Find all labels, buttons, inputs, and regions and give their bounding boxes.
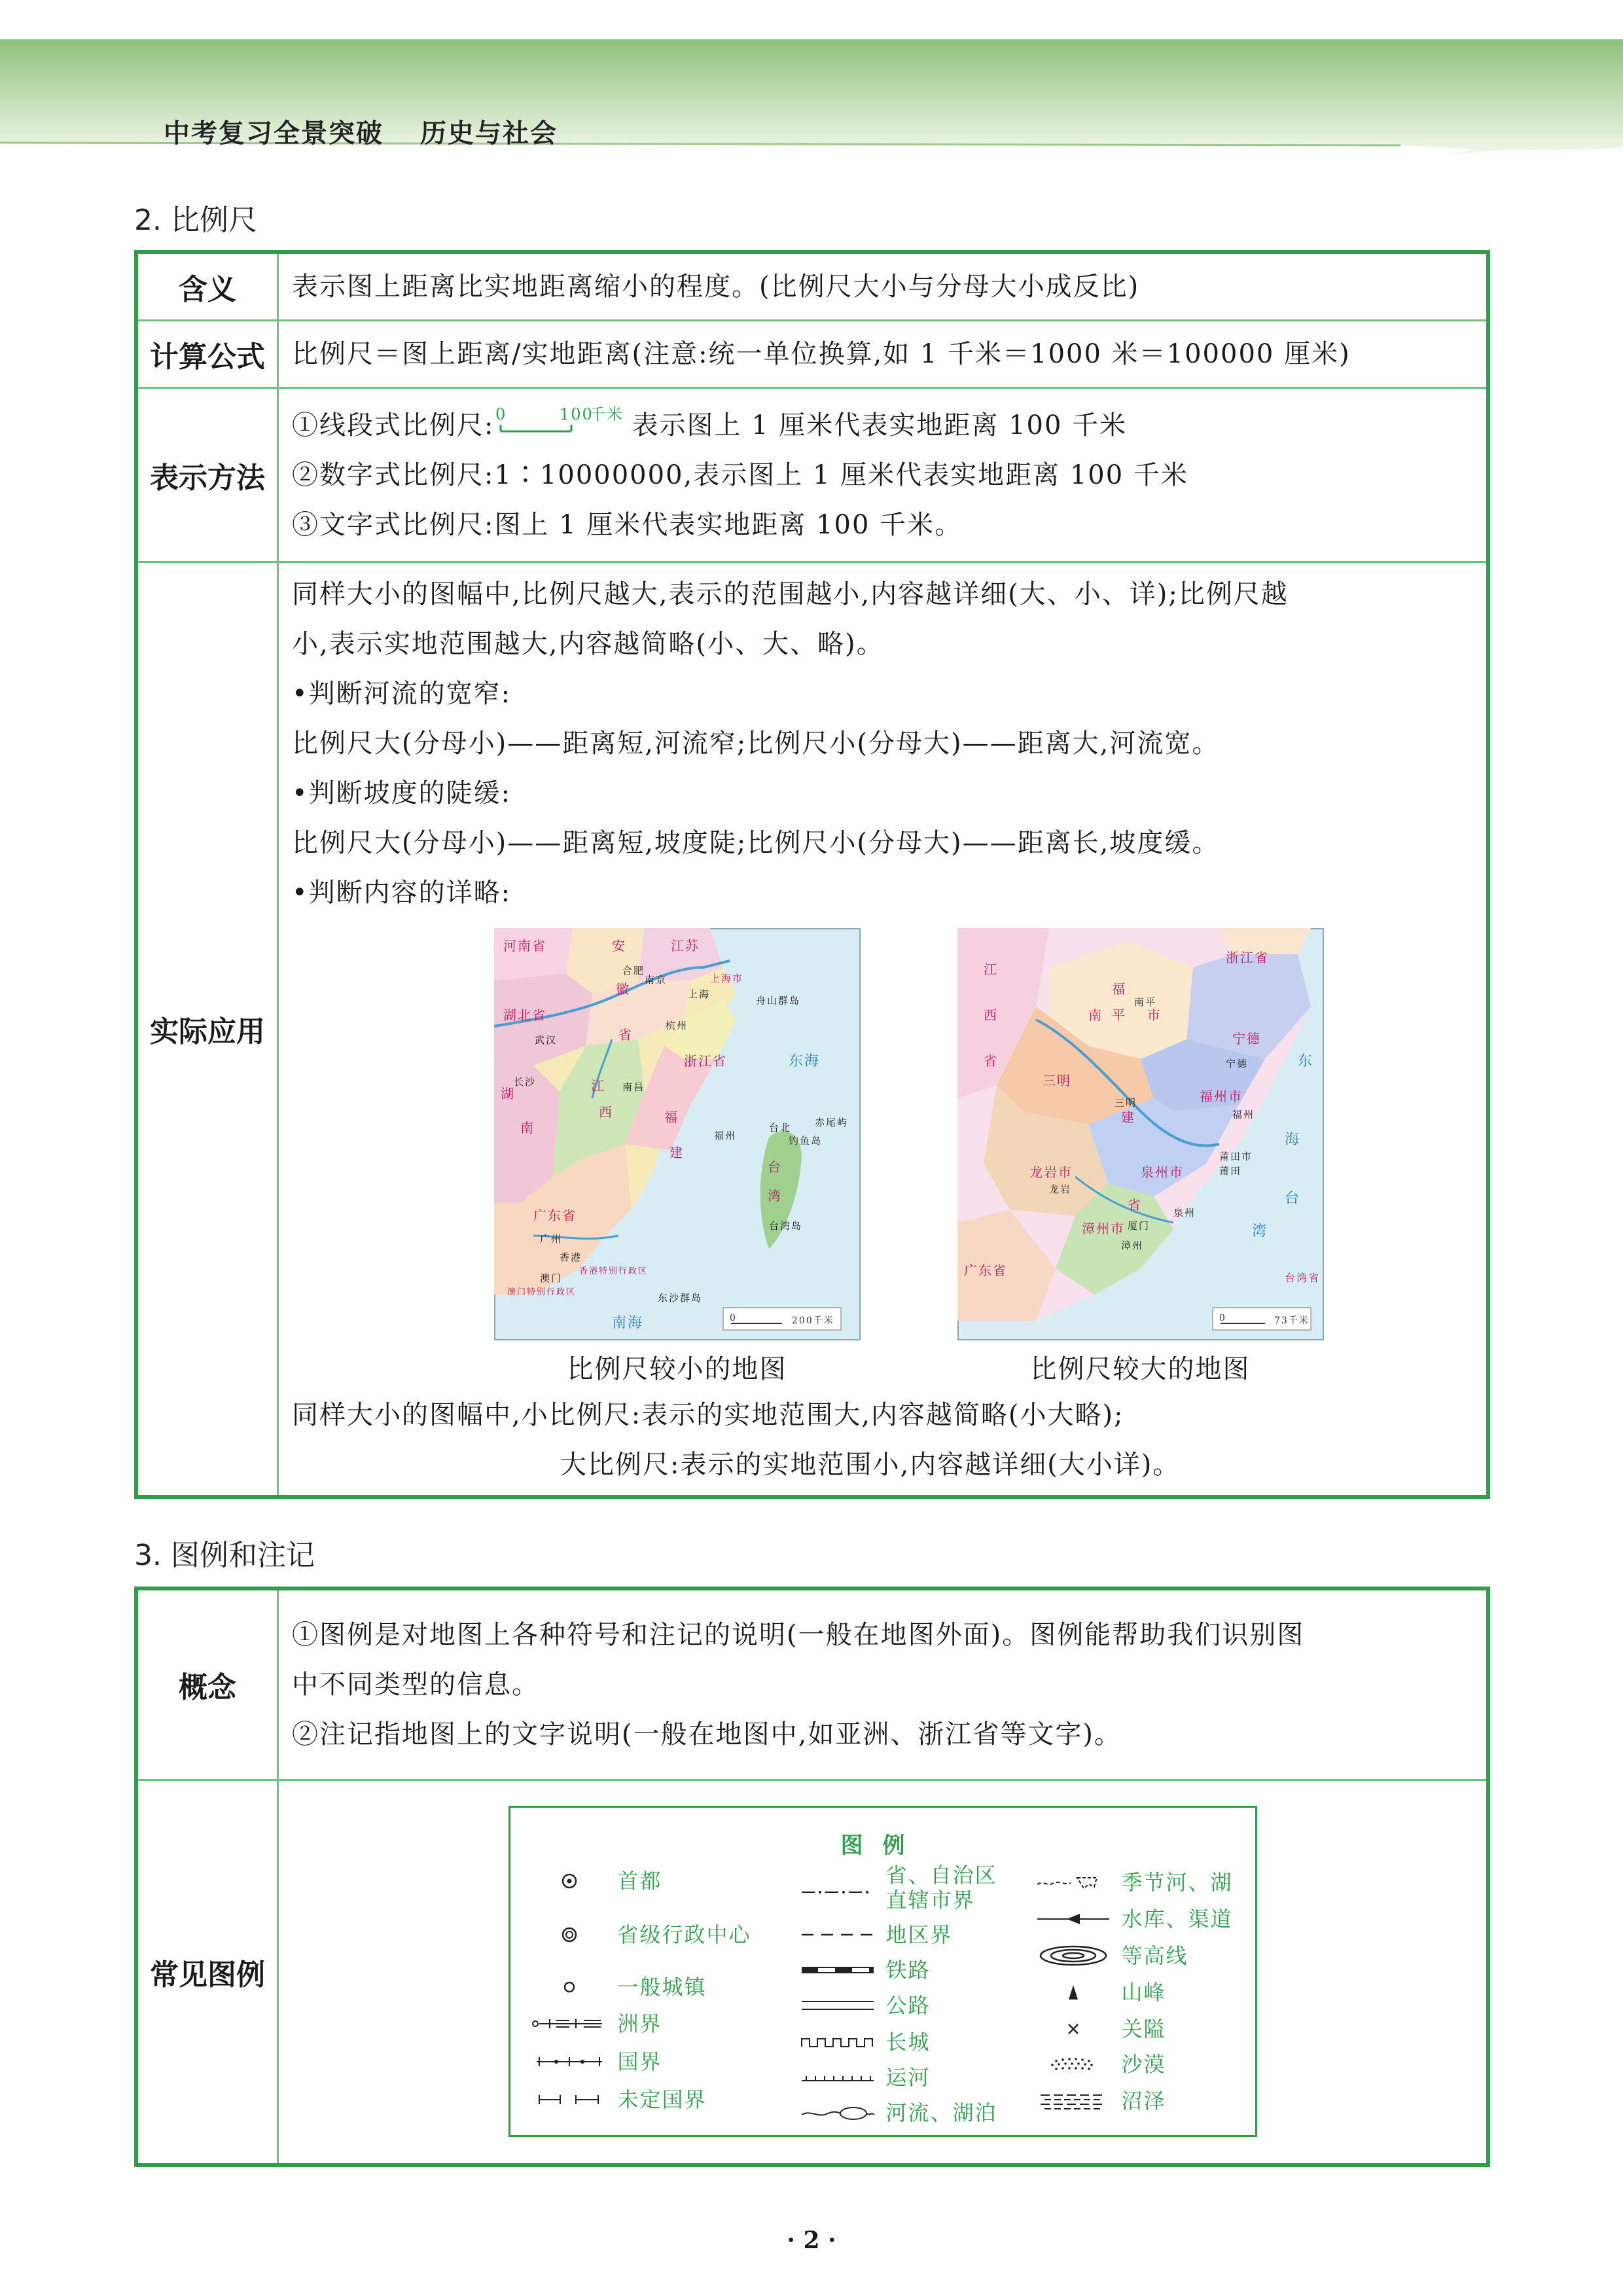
map-small-chiwei: 赤尾屿 (814, 1117, 848, 1128)
legend-peak (1034, 1978, 1166, 2007)
app-summary-2: 大比例尺:表示的实地范围小,内容越详细(大小详)。 (560, 1450, 1181, 1480)
legend-provincial-center-label: 省级行政中心 (617, 1922, 751, 1947)
legend-national-boundary (530, 2047, 662, 2076)
row-legend (136, 1780, 1488, 2165)
method-line-segment (292, 401, 1473, 450)
legend-highway (798, 1991, 931, 2020)
map-large-caption: 比例尺较大的地图 (1030, 1354, 1251, 1384)
page-number: · 2 · (787, 2227, 836, 2254)
map-large-fuzhou-city: 福州市 (1199, 1088, 1243, 1104)
provincial-boundary-line1: 省、自治区 (885, 1862, 997, 1888)
pass-icon (1034, 2015, 1113, 2043)
map-small-hui: 徽 (615, 981, 630, 997)
map-small-zhoushan: 舟山群岛 (755, 995, 800, 1007)
legend-pass (1034, 2015, 1166, 2043)
national-boundary-icon (530, 2047, 609, 2076)
map-large-nanping: 南平 (1133, 996, 1156, 1008)
map-small-jiangsu: 江苏 (670, 938, 700, 954)
legend-seasonal-river (1034, 1868, 1233, 1897)
page-header (0, 0, 1623, 164)
row-text-formula: 比例尺＝图上距离/实地距离(注意:统一单位换算,如 1 千米＝1000 米＝100000 厘米) (278, 321, 1489, 388)
map-small-nanjing: 南京 (644, 974, 667, 986)
legend-provincial-center (530, 1920, 751, 1949)
map-small-diaoyu: 钓鱼岛 (788, 1135, 822, 1147)
map-small-donghai: 东海 (788, 1053, 820, 1069)
legend-river-lake-label: 河流、湖泊 (885, 2100, 997, 2125)
swamp-icon (1034, 2087, 1113, 2115)
legend-national-boundary-label: 国界 (617, 2049, 662, 2074)
map-large-san-ming: 三明 (1114, 1097, 1137, 1109)
method1-prefix: ①线段式比例尺: (292, 410, 495, 440)
map-large-nan: 南 (1088, 1007, 1103, 1023)
map-large-jiangxi-jiang: 江 (983, 961, 998, 977)
map-small-hangzhou: 杭州 (665, 1020, 688, 1031)
row-label-formula: 计算公式 (136, 321, 278, 388)
legend-town-label: 一般城镇 (617, 1974, 707, 2000)
section-3-title: 3. 图例和注记 (134, 1539, 315, 1572)
legend-desert (1034, 2050, 1166, 2079)
scale-unit-label: 千米 (590, 404, 624, 423)
map-large-tai: 台 (1284, 1191, 1300, 1207)
map-large-zhejiang: 浙江省 (1225, 950, 1269, 965)
legend-railway-label: 铁路 (885, 1957, 931, 1982)
row-text-meaning: 表示图上距离比实地距离缩小的程度。(比例尺大小与分母大小成反比) (278, 252, 1489, 321)
map-large-quanzhou: 泉州市 (1140, 1164, 1184, 1180)
legend-contour (1034, 1941, 1188, 1970)
map-small-nanhai: 南海 (611, 1315, 643, 1331)
legend-contour-label: 等高线 (1121, 1943, 1188, 1968)
map-small-dongsha: 东沙群岛 (657, 1292, 702, 1304)
continent-boundary-icon (530, 2009, 609, 2038)
map-large-putian: 莆田市 (1219, 1151, 1253, 1162)
app-bullet-river: •判断河流的宽窄: (292, 679, 512, 709)
row-content-methods (278, 388, 1489, 562)
map-small-hk-sar: 香港特别行政区 (579, 1266, 648, 1276)
legend-reservoir-label: 水库、渠道 (1121, 1906, 1233, 1931)
row-concept (136, 1588, 1488, 1780)
concept-line-3: ②注记指地图上的文字说明(一般在地图中,如亚洲、浙江省等文字)。 (292, 1719, 1122, 1749)
map-large-guangdong: 广东省 (963, 1263, 1007, 1278)
map-small-sheng: 省 (618, 1027, 633, 1043)
legend-pass-label: 关隘 (1121, 2016, 1166, 2041)
contour-icon (1034, 1941, 1113, 1970)
row-label-methods: 表示方法 (136, 388, 278, 562)
seasonal-river-icon (1034, 1868, 1113, 1897)
map-small-taiwan-dao: 台湾岛 (768, 1220, 802, 1232)
map-large-taiwan: 台湾省 (1284, 1272, 1320, 1284)
provincial-boundary-icon (798, 1873, 877, 1902)
app-river-text: 比例尺大(分母小)——距离短,河流窄;比例尺小(分母大)——距离大,河流宽。 (292, 728, 1220, 759)
map-large-jiangxi-sheng: 省 (983, 1053, 998, 1069)
row-meaning (136, 252, 1488, 321)
map-large-jiangxi-xi: 西 (983, 1007, 998, 1023)
legend-continent-boundary-label: 洲界 (617, 2011, 662, 2036)
legend-town (530, 1973, 707, 2001)
map-small-taibei: 台北 (768, 1122, 791, 1134)
map-large-ning-de: 宁德 (1225, 1058, 1248, 1069)
legend-highway-label: 公路 (885, 1992, 931, 2018)
header-subject: 历史与社会 (420, 118, 558, 149)
legend-peak-label: 山峰 (1121, 1979, 1166, 2005)
provincial-boundary-line2: 直辖市界 (885, 1887, 975, 1912)
legend-canal (798, 2063, 931, 2092)
legend-railway (798, 1956, 931, 1984)
legend-provincial-boundary-label (886, 1863, 997, 1912)
map-small-scale (494, 928, 861, 1340)
scale-table (134, 250, 1490, 1499)
railway-icon (798, 1956, 877, 1984)
map-small-jiang: 江 (590, 1078, 605, 1094)
map-large-shi: 市 (1147, 1007, 1162, 1023)
canal-icon (798, 2063, 877, 2092)
app-bullet-slope: •判断坡度的陡缓: (292, 778, 512, 808)
legend-swamp-label: 沼泽 (1121, 2088, 1166, 2113)
map-small-guangzhou: 广州 (539, 1233, 562, 1245)
concept-line-1: ①图例是对地图上各种符号和注记的说明(一般在地图外面)。图例能帮助我们识别图 (292, 1619, 1305, 1650)
map-large-figure (957, 928, 1324, 1388)
legend-box (508, 1806, 1257, 2137)
desert-icon (1034, 2050, 1113, 2079)
map-small-figure (494, 928, 861, 1388)
legend-capital-label: 首都 (617, 1868, 662, 1893)
method1-suffix: 表示图上 1 厘米代表实地距离 100 千米 (632, 410, 1128, 440)
map-large-zhangzhou: 漳州市 (1081, 1221, 1125, 1236)
scale-hundred-label: 100 (560, 404, 594, 423)
map-large-ningde: 宁德 (1232, 1031, 1261, 1047)
scale-zero-label: 0 (495, 404, 507, 423)
map-small-nan: 南 (520, 1120, 535, 1136)
map-large-longyan: 龙岩市 (1029, 1164, 1073, 1180)
legend-canal-label: 运河 (885, 2064, 931, 2090)
method-line-numeric: ②数字式比例尺:1∶10000000,表示图上 1 厘米代表实地距离 100 千米 (292, 459, 1188, 490)
map-small-zhejiang: 浙江省 (683, 1053, 727, 1069)
legend-desert-label: 沙漠 (1121, 2051, 1166, 2077)
map-small-guangdong: 广东省 (533, 1208, 577, 1223)
map-large-xiamen: 厦门 (1127, 1220, 1150, 1232)
map-small-shanghai: 上海 (687, 988, 710, 1000)
legend-undetermined-boundary (530, 2085, 707, 2114)
app-p1-line2: 小,表示实地范围越大,内容越简略(小、大、略)。 (292, 629, 884, 659)
row-methods (136, 388, 1488, 562)
map-small-nanchang: 南昌 (622, 1081, 645, 1093)
map-large-wan: 湾 (1251, 1223, 1268, 1240)
district-boundary-icon (798, 1920, 877, 1949)
map-small-wan: 湾 (767, 1188, 782, 1204)
row-label-concept: 概念 (136, 1588, 278, 1780)
map-large-putian-c: 莆田 (1219, 1165, 1241, 1177)
map-small-macau-sar: 澳门特别行政区 (507, 1287, 576, 1297)
map-small-caption: 比例尺较小的地图 (567, 1354, 787, 1384)
map-small-shanghai-city: 上海市 (709, 973, 743, 984)
map-small-xianggang: 香港 (559, 1251, 582, 1263)
peak-icon (1034, 1978, 1113, 2007)
map-small-henan: 河南省 (503, 938, 546, 954)
map-large-scale-length: 73千米 (1274, 1316, 1310, 1326)
legend-great-wall-label: 长城 (885, 2029, 931, 2054)
map-small-changsha: 长沙 (513, 1076, 536, 1088)
great-wall-icon (798, 2028, 877, 2056)
legend-great-wall (798, 2028, 931, 2056)
row-content-concept (278, 1588, 1489, 1780)
row-label-application: 实际应用 (136, 562, 278, 1498)
legend-reservoir (1034, 1905, 1233, 1933)
map-large-quanzhou-c: 泉州 (1173, 1207, 1196, 1219)
legend-river-lake (798, 2098, 997, 2127)
row-formula (136, 321, 1488, 388)
legend-undetermined-boundary-label: 未定国界 (617, 2087, 707, 2112)
capital-icon (530, 1867, 609, 1895)
map-small-xi: 西 (598, 1104, 613, 1120)
undetermined-boundary-icon (530, 2085, 609, 2114)
legend-title: 图例 (840, 1832, 925, 1859)
map-large-scale (957, 928, 1324, 1340)
map-large-fuzhou: 福州 (1232, 1109, 1255, 1121)
map-small-hefei: 合肥 (622, 965, 645, 977)
map-large-longyan-city: 龙岩 (1048, 1183, 1071, 1195)
app-p1-line1: 同样大小的图幅中,比例尺越大,表示的范围越小,内容越详细(大、小、详);比例尺越 (292, 579, 1289, 609)
map-small-fuzhou: 福州 (713, 1130, 736, 1141)
app-bullet-detail: •判断内容的详略: (292, 878, 512, 908)
section-2-title: 2. 比例尺 (134, 204, 257, 237)
map-large-hai: 海 (1284, 1132, 1300, 1148)
legend-provincial-boundary (798, 1863, 997, 1912)
map-large-fu: 福 (1111, 981, 1126, 997)
provincial-center-icon (530, 1920, 609, 1949)
map-small-hu: 湖 (500, 1086, 515, 1102)
map-small-aomen: 澳门 (539, 1272, 562, 1284)
row-label-legend: 常见图例 (136, 1780, 278, 2165)
legend-seasonal-river-label: 季节河、湖 (1121, 1869, 1233, 1895)
map-large-zhangzhou-c: 漳州 (1120, 1240, 1143, 1251)
method-line-verbal: ③文字式比例尺:图上 1 厘米代表实地距离 100 千米。 (292, 509, 963, 540)
legend-swamp (1034, 2087, 1166, 2115)
concept-line-2: 中不同类型的信息。 (292, 1669, 539, 1700)
legend-district-boundary (798, 1920, 953, 1949)
map-large-scale-zero: 0 (1219, 1313, 1226, 1323)
map-large-sanming: 三明 (1042, 1073, 1071, 1088)
map-small-hubei: 湖北省 (503, 1007, 546, 1023)
map-small-anhui-an: 安 (611, 938, 626, 954)
segment-scale-graphic (494, 404, 632, 437)
map-small-scale-length: 200千米 (791, 1316, 834, 1326)
map-comparison (344, 928, 1473, 1388)
row-content-legend (278, 1780, 1489, 2165)
town-icon (530, 1973, 609, 2001)
map-small-fu: 福 (664, 1109, 679, 1125)
map-small-scale-zero: 0 (729, 1313, 737, 1323)
map-small-tai: 台 (767, 1159, 782, 1175)
map-large-dong: 东 (1297, 1053, 1313, 1069)
map-large-jian: 建 (1120, 1109, 1135, 1125)
row-application (136, 562, 1488, 1498)
river-lake-icon (798, 2098, 877, 2127)
map-small-jian: 建 (669, 1145, 684, 1160)
app-summary-1: 同样大小的图幅中,小比例尺:表示的实地范围大,内容越简略(小大略); (292, 1400, 1124, 1430)
row-content-application (278, 562, 1489, 1498)
reservoir-icon (1034, 1905, 1113, 1933)
legend-table (134, 1587, 1490, 2167)
row-label-meaning: 含义 (136, 252, 278, 321)
map-small-wuhan: 武汉 (534, 1034, 557, 1046)
legend-continent-boundary (530, 2009, 662, 2038)
map-large-ping: 平 (1111, 1007, 1126, 1023)
legend-district-boundary-label: 地区界 (885, 1922, 953, 1947)
legend-capital (530, 1867, 662, 1895)
header-book-title: 中考复习全景突破 (164, 118, 383, 149)
highway-icon (798, 1991, 877, 2020)
map-large-sheng: 省 (1127, 1197, 1142, 1213)
app-slope-text: 比例尺大(分母小)——距离短,坡度陡;比例尺小(分母大)——距离长,坡度缓。 (292, 828, 1220, 858)
